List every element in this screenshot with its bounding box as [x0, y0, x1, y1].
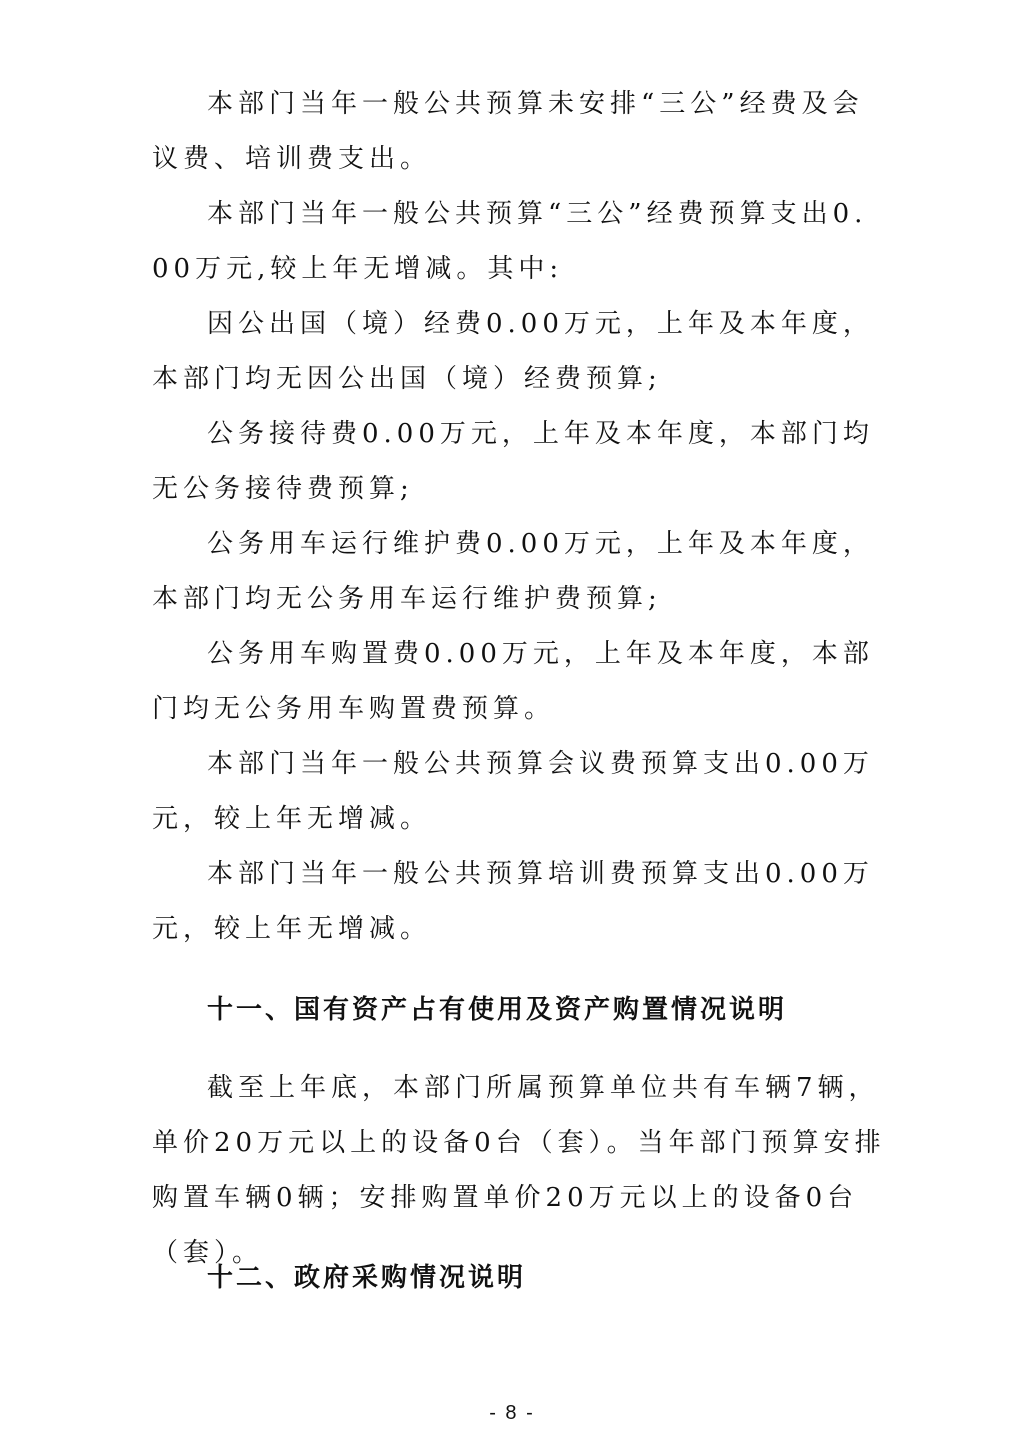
page-number: - 8 -	[489, 1402, 535, 1424]
paragraph-reception: 公务接待费0.00万元，上年及本年度，本部门均无公务接待费预算;	[152, 419, 874, 504]
paragraph-assets: 截至上年底，本部门所属预算单位共有车辆7辆，单价20万元以上的设备0台（套）。当年部门预算安排购置车辆0辆；安排购置单价20万元以上的设备0台（套）。	[152, 1073, 886, 1268]
paragraph-three-public-total: 本部门当年一般公共预算“三公”经费预算支出0.00万元,较上年无增减。其中:	[152, 199, 868, 284]
section-heading-procurement: 十二、政府采购情况说明	[207, 1263, 527, 1293]
paragraph-vehicle-maintenance: 公务用车运行维护费0.00万元，上年及本年度，本部门均无公务用车运行维护费预算;	[152, 529, 874, 614]
section-heading-assets: 十一、国有资产占有使用及资产购置情况说明	[207, 995, 788, 1025]
paragraph-meeting-expense: 本部门当年一般公共预算会议费预算支出0.00万元，较上年无增减。	[152, 749, 874, 834]
paragraph-training-expense: 本部门当年一般公共预算培训费预算支出0.00万元，较上年无增减。	[152, 859, 874, 944]
paragraph-vehicle-purchase: 公务用车购置费0.00万元，上年及本年度，本部门均无公务用车购置费预算。	[152, 639, 874, 724]
paragraph-three-public-not-arranged: 本部门当年一般公共预算未安排“三公”经费及会议费、培训费支出。	[152, 89, 864, 174]
paragraph-overseas-travel: 因公出国（境）经费0.00万元，上年及本年度，本部门均无因公出国（境）经费预算;	[152, 309, 874, 394]
